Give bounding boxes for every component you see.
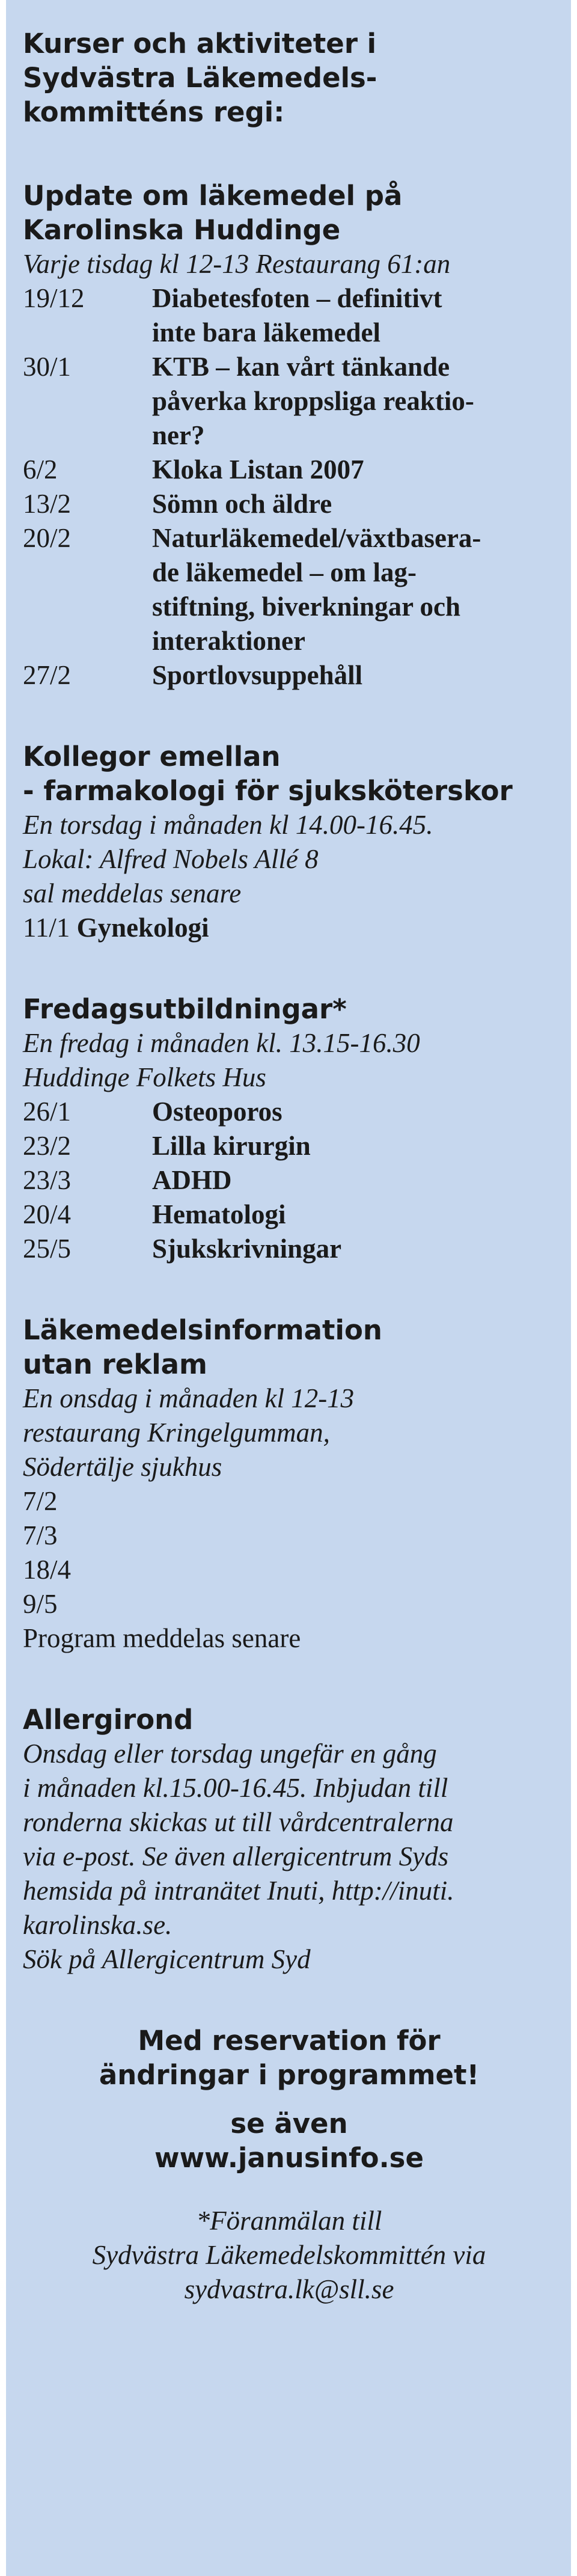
- section-kollegor: [23, 739, 555, 945]
- title-line: Sydvästra Läkemedels-: [23, 62, 377, 94]
- section-info: sal meddelas senare: [23, 878, 242, 908]
- program-note: Program meddelas senare: [23, 1623, 301, 1653]
- schedule-date: 27/2: [23, 660, 72, 690]
- topic-line: de läkemedel – om lag-: [152, 557, 417, 587]
- registration-line: *Föranmälan till: [196, 2206, 382, 2236]
- website-link[interactable]: www.janusinfo.se: [154, 2142, 424, 2174]
- schedule-row: [23, 1129, 555, 1163]
- section-heading: Karolinska Huddinge: [23, 214, 341, 246]
- title-line: kommitténs regi:: [23, 96, 285, 128]
- schedule-topic: [152, 350, 555, 453]
- topic-line: Naturläkemedel/växtbasera-: [152, 523, 481, 553]
- section-lakemedelsinformation: [23, 1313, 555, 1656]
- topic-line: påverka kroppsliga reaktio-: [152, 386, 474, 416]
- section-info: i månaden kl.15.00-16.45. Inbjudan till: [23, 1773, 448, 1803]
- schedule-date: 26/1: [23, 1097, 72, 1127]
- topic-line: interaktioner: [152, 626, 305, 656]
- section-heading: Kollegor emellan: [23, 741, 281, 772]
- topic-line: Sportlovsuppehåll: [152, 660, 363, 690]
- see-also-label: se även: [230, 2108, 348, 2140]
- schedule-row: [23, 1198, 555, 1232]
- schedule-row: [23, 658, 555, 693]
- schedule-date: 7/3: [23, 1520, 58, 1550]
- section-info: En fredag i månaden kl. 13.15-16.30: [23, 1028, 420, 1058]
- schedule-row: [23, 1163, 555, 1198]
- section-heading: - farmakologi för sjuksköterskor: [23, 775, 513, 807]
- schedule-topic: [152, 521, 555, 658]
- section-info: En onsdag i månaden kl 12-13: [23, 1383, 355, 1413]
- section-info: Onsdag eller torsdag ungefär en gång: [23, 1739, 437, 1769]
- schedule-date: 30/1: [23, 352, 72, 382]
- schedule-topic: [152, 281, 555, 350]
- topic-line: ner?: [152, 420, 205, 450]
- schedule-date: 18/4: [23, 1555, 72, 1585]
- schedule-row: [23, 1095, 555, 1129]
- course-panel: [6, 0, 571, 2576]
- registration-note: [23, 2204, 555, 2307]
- section-info: karolinska.se.: [23, 1910, 172, 1940]
- schedule-date: 19/12: [23, 283, 85, 313]
- section-info: via e-post. Se även allergicentrum Syds: [23, 1841, 449, 1871]
- section-heading: Allergirond: [23, 1704, 194, 1736]
- section-info: En torsdag i månaden kl 14.00-16.45.: [23, 810, 433, 840]
- topic-line: inte bara läkemedel: [152, 317, 380, 347]
- section-info: ronderna skickas ut till vårdcentralerna: [23, 1807, 454, 1837]
- schedule-topic: Osteoporos: [152, 1097, 282, 1127]
- section-info: restaurang Kringelgumman,: [23, 1418, 330, 1448]
- topic-line: KTB – kan vårt tänkande: [152, 352, 450, 382]
- see-also: [23, 2106, 555, 2175]
- section-heading: Update om läkemedel på: [23, 180, 403, 212]
- section-info: Huddinge Folkets Hus: [23, 1062, 266, 1092]
- section-allergirond: [23, 1703, 555, 1977]
- schedule-topic: Hematologi: [152, 1199, 286, 1229]
- section-update: [23, 179, 555, 693]
- schedule-date: 25/5: [23, 1234, 72, 1264]
- registration-line: Sydvästra Läkemedelskommittén via: [92, 2240, 486, 2270]
- schedule-topic: Lilla kirurgin: [152, 1131, 311, 1161]
- section-heading: Fredagsutbildningar*: [23, 993, 347, 1025]
- topic-line: Kloka Listan 2007: [152, 454, 364, 485]
- reservation-line: Med reservation för: [138, 2025, 441, 2057]
- reservation-note: [23, 2024, 555, 2092]
- schedule-row: [23, 350, 555, 453]
- section-info: hemsida på intranätet Inuti, http://inuti.: [23, 1876, 454, 1906]
- schedule-topic: [152, 487, 555, 521]
- schedule-topic: [152, 658, 555, 693]
- email-link[interactable]: sydvastra.lk@sll.se: [184, 2274, 394, 2304]
- page-title: [23, 26, 555, 129]
- section-info: Lokal: Alfred Nobels Allé 8: [23, 844, 319, 874]
- section-heading: Läkemedelsinformation: [23, 1314, 382, 1346]
- schedule-row: [23, 911, 555, 945]
- section-info: Varje tisdag kl 12-13 Restaurang 61:an: [23, 249, 451, 279]
- schedule-row: [23, 487, 555, 521]
- schedule-date: 20/2: [23, 523, 72, 553]
- schedule-date: 13/2: [23, 489, 72, 519]
- schedule-date: 7/2: [23, 1486, 58, 1516]
- topic-line: Diabetesfoten – definitivt: [152, 283, 442, 313]
- schedule-row: [23, 453, 555, 487]
- reservation-line: ändringar i programmet!: [99, 2059, 480, 2091]
- topic-line: stiftning, biverkningar och: [152, 592, 460, 622]
- schedule-date: 6/2: [23, 454, 58, 485]
- schedule-topic: ADHD: [152, 1165, 232, 1195]
- topic-line: Sömn och äldre: [152, 489, 332, 519]
- schedule-topic: Gynekologi: [76, 913, 209, 943]
- schedule-date: 9/5: [23, 1589, 58, 1619]
- section-fredag: [23, 992, 555, 1266]
- schedule-row: [23, 521, 555, 658]
- schedule-date: 23/3: [23, 1165, 72, 1195]
- schedule-topic: [152, 453, 555, 487]
- section-info: Sök på Allergicentrum Syd: [23, 1944, 311, 1974]
- title-line: Kurser och aktiviteter i: [23, 28, 377, 60]
- schedule-row: [23, 1232, 555, 1266]
- section-info: Södertälje sjukhus: [23, 1452, 222, 1482]
- schedule-date: 11/1: [23, 913, 70, 943]
- schedule-date: 23/2: [23, 1131, 72, 1161]
- section-heading: utan reklam: [23, 1348, 207, 1380]
- schedule-row: [23, 281, 555, 350]
- schedule-topic: Sjukskrivningar: [152, 1234, 342, 1264]
- schedule-date: 20/4: [23, 1199, 72, 1229]
